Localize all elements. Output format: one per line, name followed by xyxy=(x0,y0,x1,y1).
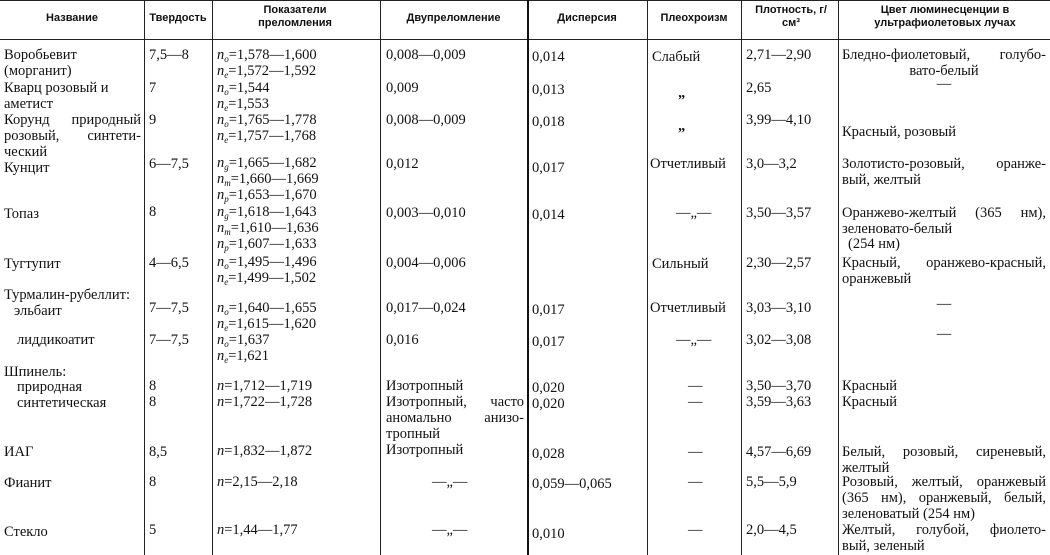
row-density: 2,71—2,90 xyxy=(746,47,812,63)
row-name: розовый, синтети- xyxy=(4,128,141,144)
row-dispersion: 0,020 xyxy=(532,396,565,412)
row-hardness: 8 xyxy=(149,378,157,394)
row-luminescence: Золотисто-розовый, оранже- xyxy=(842,156,1046,172)
row-dispersion: 0,010 xyxy=(532,526,565,542)
row-density: 2,65 xyxy=(746,80,772,96)
row-luminescence: Красный xyxy=(842,394,898,410)
row-name: (морганит) xyxy=(4,63,72,79)
row-pleochroism: — xyxy=(688,474,703,490)
row-name: Воробьевит xyxy=(4,47,77,63)
row-luminescence: Желтый, голубой, фиолето- xyxy=(842,522,1046,538)
header-luminescence: Цвет люминесценции в ультрафиолетовых лучах xyxy=(874,4,1016,29)
row-name: ИАГ xyxy=(4,444,34,460)
row-ri: $n_e=1,553$ xyxy=(217,96,270,113)
row-luminescence: Красный, оранжево-красный, xyxy=(842,255,1046,271)
row-name: Топаз xyxy=(4,206,39,222)
row-hardness: 8,5 xyxy=(149,444,168,460)
row-name: Шпинель: xyxy=(4,364,67,380)
row-dispersion: 0,028 xyxy=(532,446,565,462)
row-luminescence: вато-белый xyxy=(909,63,979,79)
row-ri: n=1,832—1,872 xyxy=(217,443,313,459)
row-dispersion: 0,059—0,065 xyxy=(532,476,612,492)
row-birefringence: 0,009 xyxy=(386,80,419,96)
row-pleochroism: Сильный xyxy=(652,256,709,272)
row-density: 2,0—4,5 xyxy=(746,522,797,538)
row-luminescence: желтый xyxy=(842,460,890,476)
row-ri: $n_e=1,757—1,768$ xyxy=(217,128,317,145)
row-luminescence: — xyxy=(936,296,952,312)
row-ri: $n_m=1,610—1,636$ xyxy=(217,220,319,237)
row-ri: $n_o=1,637$ xyxy=(217,332,270,349)
row-dispersion: 0,017 xyxy=(532,302,565,318)
row-birefringence: 0,016 xyxy=(386,332,419,348)
row-ri: $n_m=1,660—1,669$ xyxy=(217,171,319,188)
row-luminescence: вый, зеленый xyxy=(842,538,925,554)
row-luminescence: Оранжево-желтый (365 нм), xyxy=(842,205,1046,221)
row-dispersion: 0,013 xyxy=(532,82,565,98)
header-hardness: Твердость xyxy=(149,12,207,24)
row-luminescence: Розовый, желтый, оранжевый xyxy=(842,474,1046,490)
row-density: 3,02—3,08 xyxy=(746,332,812,348)
row-ri: $n_o=1,640—1,655$ xyxy=(217,300,317,317)
row-name: Корунд природный xyxy=(4,112,141,128)
row-hardness: 5 xyxy=(149,522,157,538)
row-ri: $n_e=1,621$ xyxy=(217,348,270,365)
row-name: синтетическая xyxy=(17,395,107,411)
row-luminescence: — xyxy=(936,326,952,342)
row-ri: $n_e=1,572—1,592$ xyxy=(217,63,317,80)
row-hardness: 6—7,5 xyxy=(149,156,189,172)
row-density: 5,5—5,9 xyxy=(746,474,797,490)
header-divider xyxy=(0,39,1050,40)
row-ri: $n_g=1,618—1,643$ xyxy=(217,204,317,221)
row-luminescence: оранжевый xyxy=(842,271,912,287)
row-hardness: 7—7,5 xyxy=(149,300,189,316)
row-hardness: 7—7,5 xyxy=(149,332,189,348)
row-birefringence: Изотропный xyxy=(386,442,464,458)
header-pleochroism: Плеохроизм xyxy=(660,12,728,24)
row-luminescence: зеленовато-белый xyxy=(842,221,953,237)
row-luminescence: вый, желтый xyxy=(842,172,921,188)
row-birefringence: Изотропный xyxy=(386,378,464,394)
row-luminescence: зеленоватый (254 нм) xyxy=(842,506,975,522)
row-luminescence: Бледно-фиолетовый, голубо- xyxy=(842,47,1046,63)
row-ri: $n_g=1,665—1,682$ xyxy=(217,155,317,172)
row-hardness: 9 xyxy=(149,112,157,128)
row-pleochroism: —„— xyxy=(676,332,712,348)
row-name: Фианит xyxy=(4,475,52,491)
row-birefringence: 0,003—0,010 xyxy=(386,205,466,221)
row-dispersion: 0,014 xyxy=(532,207,565,223)
row-density: 3,50—3,70 xyxy=(746,378,812,394)
row-name: ческий xyxy=(4,144,48,160)
row-density: 2,30—2,57 xyxy=(746,255,812,271)
row-pleochroism: — xyxy=(688,378,703,394)
row-hardness: 7,5—8 xyxy=(149,47,189,63)
col-divider xyxy=(647,0,648,555)
row-pleochroism: — xyxy=(688,394,703,410)
row-ri: n=1,722—1,728 xyxy=(217,394,313,410)
row-hardness: 7 xyxy=(149,80,157,96)
row-ri: $n_o=1,765—1,778$ xyxy=(217,112,317,129)
table-top-border xyxy=(0,0,1050,1)
row-birefringence: аномально анизо- xyxy=(386,410,524,426)
row-luminescence: (365 нм), оранжевый, белый, xyxy=(842,490,1046,506)
row-dispersion: 0,017 xyxy=(532,334,565,350)
row-birefringence: 0,004—0,006 xyxy=(386,255,466,271)
row-ri: $n_p=1,653—1,670$ xyxy=(217,187,317,204)
row-luminescence: Красный, розовый xyxy=(842,124,957,140)
row-density: 3,50—3,57 xyxy=(746,205,812,221)
col-divider xyxy=(527,0,529,555)
header-dispersion: Дисперсия xyxy=(557,12,617,24)
row-name: природная xyxy=(17,379,83,395)
col-divider xyxy=(144,0,145,555)
row-luminescence: Белый, розовый, сиреневый, xyxy=(842,444,1046,460)
row-name: эльбаит xyxy=(14,303,62,319)
row-ri: $n_o=1,544$ xyxy=(217,80,270,97)
row-pleochroism: „ xyxy=(678,118,686,134)
col-divider xyxy=(741,0,742,555)
header-density: Плотность, г/см³ xyxy=(755,4,827,29)
col-divider xyxy=(212,0,213,555)
row-name: Кунцит xyxy=(4,160,50,176)
row-luminescence: (254 нм) xyxy=(848,236,900,252)
row-name: Тугтупит xyxy=(4,256,61,272)
col-divider xyxy=(838,0,839,555)
row-hardness: 8 xyxy=(149,394,157,410)
row-pleochroism: Отчетливый xyxy=(650,156,726,172)
row-birefringence: —„— xyxy=(432,474,468,490)
row-dispersion: 0,020 xyxy=(532,380,565,396)
row-dispersion: 0,014 xyxy=(532,49,565,65)
row-ri: $n_e=1,615—1,620$ xyxy=(217,316,317,333)
row-name: Турмалин-рубеллит: xyxy=(4,287,130,303)
row-pleochroism: „ xyxy=(678,85,686,101)
col-divider xyxy=(380,0,381,555)
row-birefringence: 0,012 xyxy=(386,156,419,172)
row-density: 3,59—3,63 xyxy=(746,394,812,410)
row-dispersion: 0,018 xyxy=(532,114,565,130)
header-birefringence: Двупреломление xyxy=(406,12,501,24)
row-name: лиддикоатит xyxy=(17,332,95,348)
row-pleochroism: Отчетливый xyxy=(650,300,726,316)
row-name: Кварц розовый и xyxy=(4,80,109,96)
header-refraction: Показатели преломления xyxy=(258,4,332,29)
row-birefringence: 0,008—0,009 xyxy=(386,47,466,63)
row-density: 3,03—3,10 xyxy=(746,300,812,316)
row-pleochroism: —„— xyxy=(676,205,712,221)
row-ri: n=2,15—2,18 xyxy=(217,474,298,490)
row-density: 3,0—3,2 xyxy=(746,156,797,172)
row-hardness: 4—6,5 xyxy=(149,255,189,271)
row-birefringence: 0,008—0,009 xyxy=(386,112,466,128)
row-name: Стекло xyxy=(4,524,48,540)
row-ri: $n_e=1,499—1,502$ xyxy=(217,270,317,287)
row-pleochroism: — xyxy=(688,522,703,538)
row-luminescence: Красный xyxy=(842,378,898,394)
row-birefringence: Изотропный, часто xyxy=(386,394,524,410)
row-hardness: 8 xyxy=(149,474,157,490)
row-pleochroism: Слабый xyxy=(652,49,701,65)
row-birefringence: 0,017—0,024 xyxy=(386,300,466,316)
header-name: Название xyxy=(46,12,98,24)
row-hardness: 8 xyxy=(149,204,157,220)
row-luminescence: — xyxy=(936,76,952,92)
row-ri: $n_p=1,607—1,633$ xyxy=(217,236,317,253)
row-density: 4,57—6,69 xyxy=(746,444,812,460)
row-dispersion: 0,017 xyxy=(532,160,565,176)
row-birefringence: —„— xyxy=(432,522,468,538)
row-ri: $n_o=1,495—1,496$ xyxy=(217,254,317,271)
row-name: аметист xyxy=(4,96,53,112)
row-birefringence: тропный xyxy=(386,426,441,442)
row-ri: n=1,44—1,77 xyxy=(217,522,298,538)
row-pleochroism: — xyxy=(688,444,703,460)
row-density: 3,99—4,10 xyxy=(746,112,812,128)
row-ri: $n_o=1,578—1,600$ xyxy=(217,47,317,64)
row-ri: n=1,712—1,719 xyxy=(217,378,313,394)
